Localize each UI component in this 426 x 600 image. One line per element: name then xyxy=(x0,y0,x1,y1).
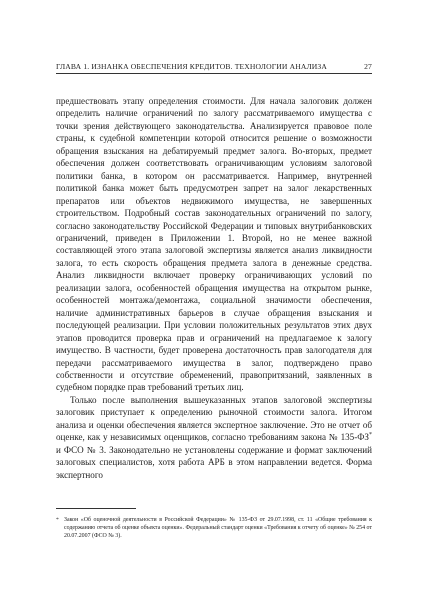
footnote xyxy=(56,516,372,540)
footnote-ref[interactable]: * xyxy=(369,432,372,439)
main-text xyxy=(56,95,372,481)
footnote-marker: * xyxy=(56,517,59,523)
header-rule xyxy=(56,73,372,74)
footnote-text: Закон «Об оценочной деятельности в Российской Федерации» № 135-ФЗ от 29.07.1998, ст. 11 «Общие требования к содержанию отчета об оценке объекта оценки». Федеральный стандарт оценки «Требования к отчету об оценке» № 254 от 20.07.2007 (ФСО № 3). xyxy=(64,517,372,540)
page-number: 27 xyxy=(364,62,372,71)
footnote-separator xyxy=(56,508,136,509)
running-header xyxy=(56,60,372,74)
paragraph-2 xyxy=(56,394,372,481)
paragraph-1: предшествовать этапу определения стоимости. Для начала залоговик должен определить наличие ограничений по залогу рассматриваемого имущества с точки зрения действующего законодательства. Анализируется правовое поле страны, к судебной компетенции которой относится решение о возможности обращения взыскания на дебатируемый предмет залога. Во-вторых, предмет обеспечения должен соответствовать ограничивающим условиям залоговой политики банка, в котором он рассматривается. Например, внутренней политикой банка может быть предусмотрен запрет на залог лекарственных препаратов или объектов недвижимого имущества, не завершенных строительством. Подробный состав законодательных ограничений по залогу, согласно законодательству Российской Федерации и типовых внутрибанковских ограничений, приведен в Приложении 1. Второй, но не менее важной составляющей этого этапа залоговой экспертизы является анализ ликвидности залога, то есть скорость обращения предмета залога в денежные средства. Анализ ликвидности включает проверку ограничивающих условий по реализации залога, особенностей обращения имущества на открытом рынке, особенностей монтажа/демонтажа, социальной значимости обеспечения, наличие административных барьеров в случае обращения взыскания и последующей реализации. При условии положительных результатов этих двух этапов проводится проверка прав и ограничений на предлагаемое к залогу имущество. В частности, будет проверена достаточность прав залогодателя для передачи рассматриваемого имущества в залог, подтверждено право собственности и отсутствие обременений, правопритязаний, заявленных в судебном порядке прав требований третьих лиц. xyxy=(56,96,372,393)
paragraph-2-start: Только после выполнения вышеуказанных этапов залоговой экспертизы залоговик приступает к определению рыночной стоимости залога. Итогом анализа и оценки обеспечения является экспертное заключение. Это не отчет об оценке, как у независимых оценщиков, согласно требованиям закона № 135-ФЗ xyxy=(56,394,372,443)
chapter-title: ГЛАВА 1. ИЗНАНКА ОБЕСПЕЧЕНИЯ КРЕДИТОВ. ТЕХНОЛОГИИ АНАЛИЗА xyxy=(56,62,328,71)
paragraph-2-end: и ФСО № 3. Законодательно не установлены содержание и формат заключений залоговых специалистов, хотя работа АРБ в этом направлении ведется. Форма экспертного xyxy=(56,444,372,480)
